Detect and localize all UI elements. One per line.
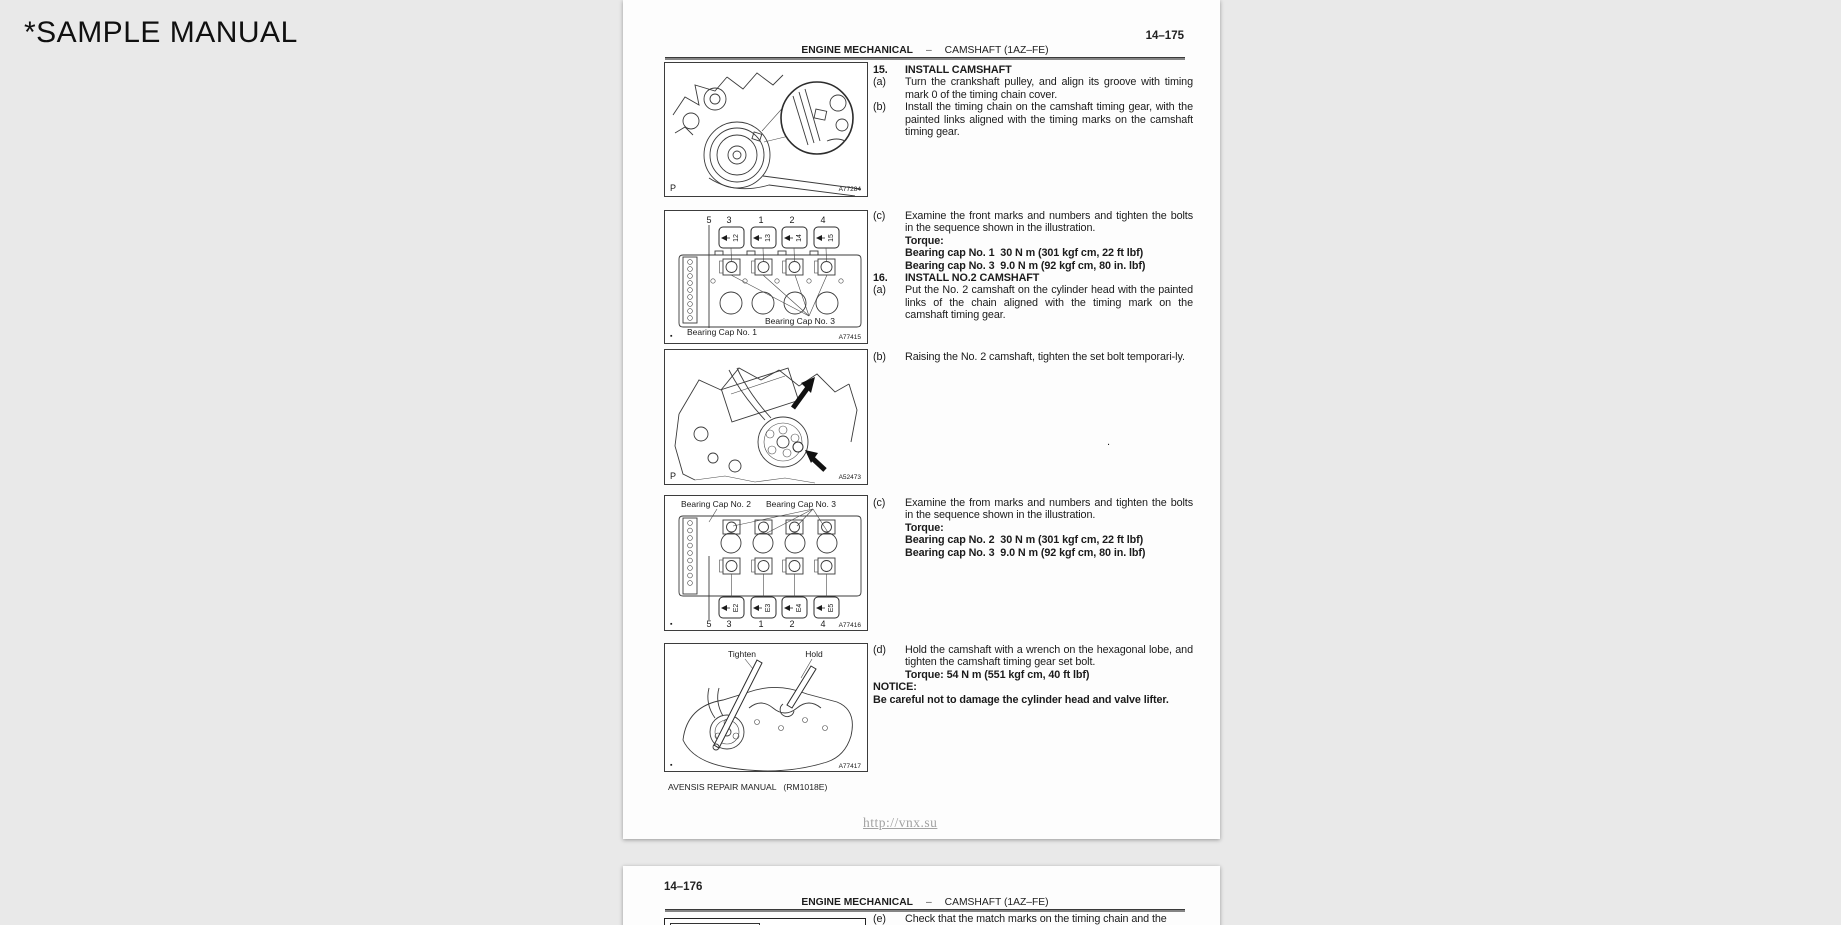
crankshaft-pulley-illustration [665, 63, 867, 196]
running-header-section: ENGINE MECHANICAL [801, 45, 913, 56]
figure-code: A77417 [838, 763, 861, 770]
running-header [665, 897, 1185, 908]
step-text: Raising the No. 2 camshaft, tighten the set bolt temporari-ly. [905, 351, 1185, 363]
callout-label: 13 [764, 234, 772, 242]
page-number: 14–175 [1145, 30, 1184, 42]
callout-label: E3 [764, 603, 772, 613]
torque-heading [873, 522, 1193, 534]
procedure-step [873, 284, 1193, 321]
step-text: Hold the camshaft with a wrench on the hexagonal lobe, and tighten the camshaft timing gear set bolt. [905, 644, 1193, 669]
torque-value: Bearing cap No. 3 9.0 N m (92 kgf cm, 80 in. lbf) [905, 546, 1146, 559]
running-header-topic: CAMSHAFT (1AZ–FE) [944, 897, 1049, 908]
figure-corner-mark: ▪ [670, 621, 673, 628]
figure-code: A77415 [838, 334, 861, 341]
sequence-number: 4 [820, 619, 826, 629]
step-label: (a) [873, 76, 886, 89]
torque-value: Bearing cap No. 1 30 N m (301 kgf cm, 22 ft lbf) [905, 247, 1144, 260]
stray-dot: . [1107, 436, 1111, 448]
notice-label: NOTICE: [873, 681, 917, 694]
figure-partial-next-page [664, 918, 866, 925]
figure-code: A52473 [838, 474, 861, 481]
running-header-separator: – [925, 45, 932, 56]
bearing-cap-label: Bearing Cap No. 3 [765, 316, 835, 326]
torque-value: Bearing cap No. 3 9.0 N m (92 kgf cm, 80 in. lbf) [905, 259, 1146, 272]
vnx-watermark-link[interactable]: http://vnx.su [863, 815, 938, 830]
sequence-number: 5 [706, 215, 712, 225]
notice-text [873, 694, 1193, 706]
figure-corner-mark: ▪ [670, 762, 673, 769]
procedure-step [873, 272, 1193, 284]
running-header-topic: CAMSHAFT (1AZ–FE) [944, 45, 1049, 56]
procedure-step [873, 351, 1193, 363]
sequence-number: 3 [726, 619, 732, 629]
procedure-step [873, 644, 1193, 669]
figure-code: A77416 [838, 622, 861, 629]
torque-spec [873, 247, 1193, 259]
torque-label: Torque: [905, 234, 944, 247]
callout-label: E4 [795, 603, 803, 613]
figure-corner-mark: ▪ [670, 333, 673, 340]
torque-value: Bearing cap No. 2 30 N m (301 kgf cm, 22 ft lbf) [905, 534, 1144, 547]
header-rule [665, 909, 1185, 912]
torque-value: Torque: 54 N m (551 kgf cm, 40 ft lbf) [905, 668, 1090, 681]
torque-spec [873, 260, 1193, 272]
torque-spec [873, 547, 1193, 559]
step-label: (a) [873, 284, 886, 297]
step-text: Examine the front marks and numbers and tighten the bolts in the sequence shown in the illustration. [905, 210, 1193, 235]
notice-body: Be careful not to damage the cylinder head and valve lifter. [873, 693, 1169, 706]
callout-label: E5 [827, 603, 835, 613]
procedure-step [873, 64, 1193, 76]
sample-manual-watermark: *SAMPLE MANUAL [24, 16, 298, 49]
sequence-number: 3 [726, 215, 732, 225]
bearing-cap-label: Bearing Cap No. 2 [681, 499, 751, 509]
footer-manual-name: AVENSIS REPAIR MANUAL (RM1018E) [668, 782, 828, 792]
step-text: Turn the crankshaft pulley, and align its groove with timing mark 0 of the timing chain cover. [905, 76, 1193, 101]
step-label: (c) [873, 210, 886, 222]
step-text: Check that the match marks on the timing chain and the [905, 913, 1167, 925]
torque-heading [873, 235, 1193, 247]
procedure-step [873, 497, 1193, 522]
manual-page-14-176 [623, 866, 1220, 925]
step-text: Install the timing chain on the camshaft timing gear, with the painted links aligned with the timing marks on the camshaft timing gear. [905, 101, 1193, 139]
notice-heading [873, 681, 1193, 693]
torque-spec [873, 534, 1193, 546]
sequence-number: 2 [789, 619, 795, 629]
raise-camshaft-illustration [665, 350, 867, 484]
callout-label: E2 [732, 603, 740, 613]
manual-page-14-175 [623, 0, 1220, 839]
step-text: Examine the from marks and numbers and tighten the bolts in the sequence shown in the illustration. [905, 497, 1193, 522]
torque-label: Torque: [905, 521, 944, 534]
procedure-step [873, 913, 1193, 925]
sequence-number: 2 [789, 215, 795, 225]
step-label: (c) [873, 497, 886, 509]
bearing-cap-label: Bearing Cap No. 3 [766, 499, 836, 509]
procedure-block-next-page [873, 913, 1193, 925]
figure-tighten-hold [664, 643, 868, 772]
bearing-cap-label: Bearing Cap No. 1 [687, 327, 757, 337]
callout-label: 14 [795, 234, 803, 242]
callout-label: 12 [732, 234, 740, 242]
procedure-block-torque-no1 [873, 210, 1193, 322]
step-label: (d) [873, 644, 886, 656]
sequence-number: 1 [758, 215, 764, 225]
callout-label: 15 [827, 234, 835, 242]
running-header-section: ENGINE MECHANICAL [801, 897, 913, 908]
step-label: (b) [873, 101, 886, 114]
step-label: (e) [873, 913, 886, 925]
step-label: 16. [873, 272, 888, 285]
procedure-step [873, 210, 1193, 235]
procedure-step [873, 101, 1193, 138]
sequence-number: 4 [820, 215, 826, 225]
sequence-number: 1 [758, 619, 764, 629]
figure-corner-mark: P [670, 183, 677, 193]
sequence-number: 5 [706, 619, 712, 629]
procedure-block-torque-no2 [873, 497, 1193, 559]
bearing-cap-sequence-illustration-2 [665, 496, 867, 630]
procedure-block-hold-tighten [873, 644, 1193, 706]
figure-code: A77284 [838, 186, 861, 193]
step-text: INSTALL CAMSHAFT [905, 64, 1012, 76]
figure-bearing-caps-no1 [664, 210, 868, 344]
step-label: 15. [873, 64, 888, 76]
header-rule [665, 57, 1185, 60]
torque-spec [873, 669, 1193, 681]
step-text: INSTALL NO.2 CAMSHAFT [905, 272, 1040, 285]
tighten-label: Tighten [727, 649, 757, 659]
tighten-hold-illustration [665, 644, 867, 771]
running-header [665, 45, 1185, 56]
hold-label: Hold [805, 649, 823, 659]
running-header-separator: – [925, 897, 932, 908]
procedure-block-raise [873, 351, 1193, 363]
figure-bearing-caps-no2 [664, 495, 868, 631]
step-label: (b) [873, 351, 886, 363]
step-text: Put the No. 2 camshaft on the cylinder head with the painted links of the chain aligned with the timing mark on the camshaft timing gear. [905, 284, 1193, 322]
figure-corner-mark: P [670, 471, 677, 481]
bearing-cap-sequence-illustration-1 [665, 211, 867, 343]
figure-crankshaft-pulley [664, 62, 868, 197]
procedure-step [873, 76, 1193, 101]
figure-raise-no2-camshaft [664, 349, 868, 485]
procedure-block-install-camshaft [873, 64, 1193, 138]
page-number: 14–176 [664, 881, 703, 893]
